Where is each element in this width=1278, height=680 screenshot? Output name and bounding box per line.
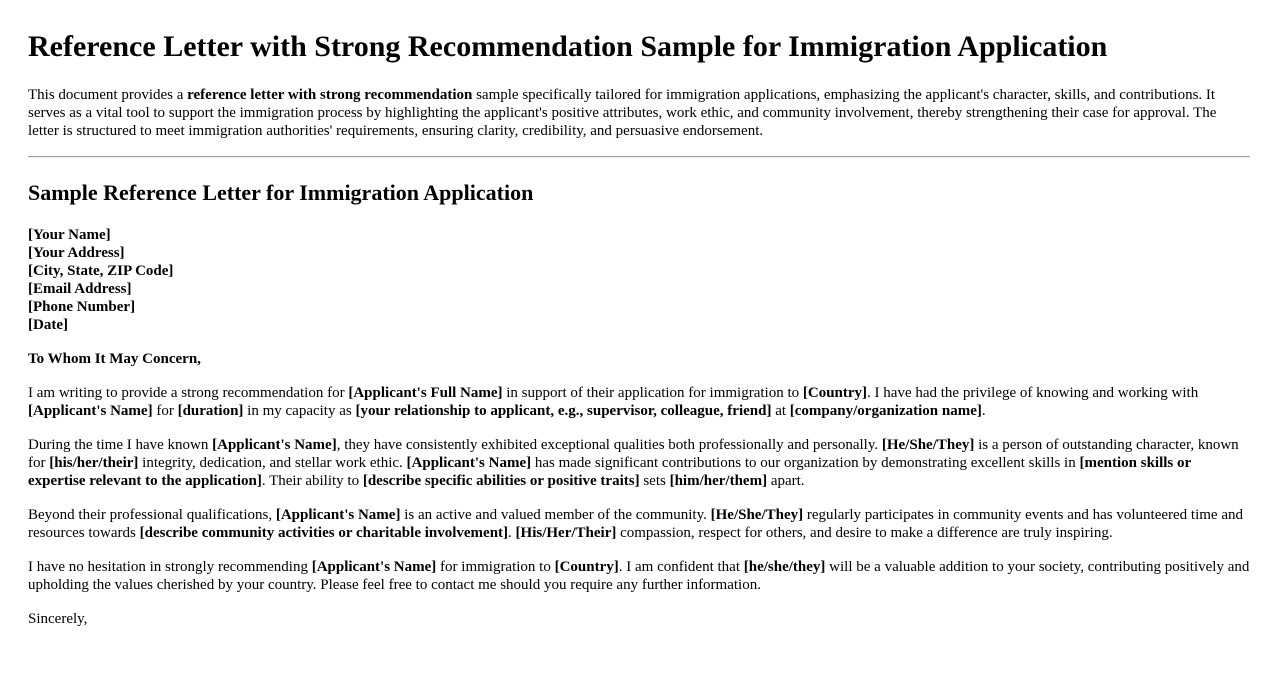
text: I have no hesitation in strongly recommending [28, 559, 312, 575]
text: apart. [767, 473, 805, 489]
placeholder: [he/she/they] [743, 559, 826, 575]
placeholder: [describe specific abilities or positive traits] [362, 473, 640, 489]
sender-address: [Your Address] [28, 245, 125, 261]
letter-paragraph-4 [28, 558, 1250, 594]
salutation: To Whom It May Concern, [28, 351, 201, 367]
intro-highlight: reference letter with strong recommendation [187, 87, 473, 103]
sender-date: [Date] [28, 317, 68, 333]
text: for immigration to [436, 559, 555, 575]
placeholder: [Applicant's Name] [212, 437, 337, 453]
text: is a person of outstanding character, known for [28, 437, 1239, 471]
text: . I am confident that [618, 559, 744, 575]
placeholder: [Country] [554, 559, 619, 575]
text: will be a valuable addition to your society, contributing positively and upholding the values cherished by your country. Please feel free to contact me should you require any further information. [28, 559, 1250, 593]
placeholder: [He/She/They] [881, 437, 975, 453]
text: . I have had the privilege of knowing and working with [867, 385, 1199, 401]
intro-paragraph [28, 86, 1250, 140]
placeholder: [Applicant's Name] [311, 559, 437, 575]
text: is an active and valued member of the community. [400, 507, 711, 523]
intro-text: This document provides a [28, 87, 188, 103]
placeholder: [duration] [177, 403, 244, 419]
letter-paragraph-1 [28, 384, 1250, 420]
section-divider [28, 156, 1250, 158]
text: , they have consistently exhibited exceptional qualities both professionally and personally. [336, 437, 882, 453]
text: in my capacity as [243, 403, 356, 419]
placeholder: [your relationship to applicant, e.g., supervisor, colleague, friend] [355, 403, 772, 419]
text: compassion, respect for others, and desire to make a difference are truly inspiring. [616, 525, 1113, 541]
placeholder: [His/Her/Their] [515, 525, 617, 541]
text: . [981, 403, 986, 419]
text: Beyond their professional qualifications, [28, 507, 276, 523]
text: I am writing to provide a strong recommendation for [28, 385, 349, 401]
placeholder: [Applicant's Name] [406, 455, 532, 471]
sender-block [28, 226, 1250, 334]
section-title: Sample Reference Letter for Immigration Application [28, 180, 534, 205]
placeholder: [company/organization name] [789, 403, 982, 419]
placeholder: [mention skills or expertise relevant to the application] [28, 455, 1191, 489]
letter-paragraph-2 [28, 436, 1250, 490]
signoff: Sincerely, [28, 611, 88, 627]
placeholder: [describe community activities or charitable involvement] [139, 525, 509, 541]
text: . Their ability to [261, 473, 363, 489]
placeholder: [Applicant's Full Name] [348, 385, 503, 401]
letter-paragraph-3 [28, 506, 1250, 542]
sender-phone: [Phone Number] [28, 299, 136, 315]
placeholder: [Country] [802, 385, 868, 401]
text: integrity, dedication, and stellar work ethic. [138, 455, 407, 471]
text: During the time I have known [28, 437, 213, 453]
placeholder: [him/her/them] [669, 473, 768, 489]
text: sets [639, 473, 670, 489]
placeholder: [Applicant's Name] [28, 403, 153, 419]
text: regularly participates in community events and has volunteered time and resources towards [28, 507, 1243, 541]
sender-email: [Email Address] [28, 281, 132, 297]
text: for [152, 403, 178, 419]
text: in support of their application for immigration to [502, 385, 803, 401]
sender-name: [Your Name] [28, 227, 111, 243]
text: at [771, 403, 790, 419]
text: . [508, 525, 516, 541]
document-page [0, 30, 1278, 628]
placeholder: [his/her/their] [49, 455, 139, 471]
document-title: Reference Letter with Strong Recommendation Sample for Immigration Application [28, 30, 1108, 63]
intro-text: sample specifically tailored for immigration applications, emphasizing the applicant's character, skills, and contributions. It serves as a vital tool to support the immigration process by highlighting the applicant's positive attributes, work ethic, and community involvement, thereby strengthening their case for approval. The letter is structured to meet immigration authorities' requirements, ensuring clarity, credibility, and persuasive endorsement. [28, 87, 1217, 139]
text: has made significant contributions to our organization by demonstrating excellent skills in [531, 455, 1080, 471]
placeholder: [Applicant's Name] [275, 507, 401, 523]
sender-city: [City, State, ZIP Code] [28, 263, 174, 279]
placeholder: [He/She/They] [710, 507, 804, 523]
